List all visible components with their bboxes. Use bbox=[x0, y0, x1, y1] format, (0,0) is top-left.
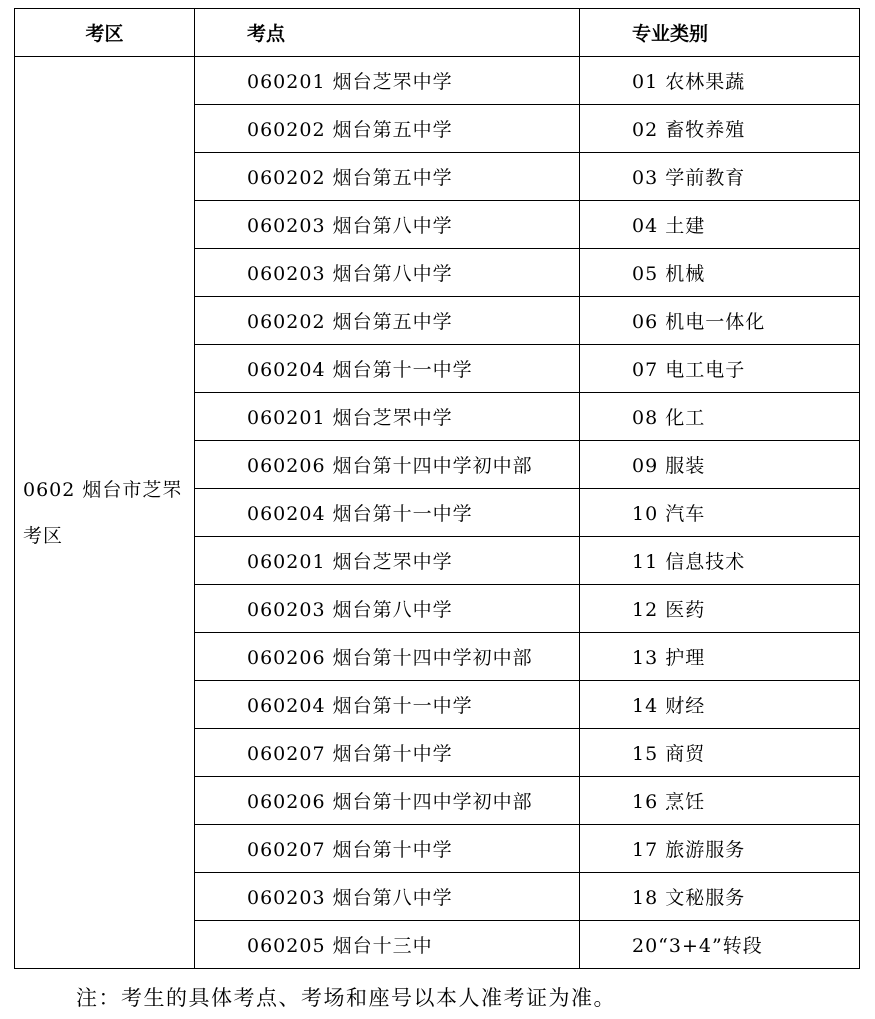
header-major: 专业类别 bbox=[580, 9, 860, 57]
site-cell: 060207 烟台第十中学 bbox=[195, 825, 580, 873]
major-cell: 04 土建 bbox=[580, 201, 860, 249]
site-cell: 060203 烟台第八中学 bbox=[195, 585, 580, 633]
major-cell: 20“3+4”转段 bbox=[580, 921, 860, 969]
site-cell: 060206 烟台第十四中学初中部 bbox=[195, 441, 580, 489]
major-cell: 02 畜牧养殖 bbox=[580, 105, 860, 153]
table-row bbox=[15, 57, 860, 105]
site-cell: 060201 烟台芝罘中学 bbox=[195, 57, 580, 105]
major-cell: 10 汽车 bbox=[580, 489, 860, 537]
exam-site-table bbox=[14, 8, 860, 969]
major-cell: 14 财经 bbox=[580, 681, 860, 729]
header-site: 考点 bbox=[195, 9, 580, 57]
major-cell: 03 学前教育 bbox=[580, 153, 860, 201]
district-cell: 0602 烟台市芝罘考区 bbox=[15, 57, 195, 969]
major-cell: 01 农林果蔬 bbox=[580, 57, 860, 105]
table-body bbox=[15, 57, 860, 969]
major-cell: 15 商贸 bbox=[580, 729, 860, 777]
footnote: 注：考生的具体考点、考场和座号以本人准考证为准。 bbox=[76, 986, 616, 1010]
site-cell: 060203 烟台第八中学 bbox=[195, 249, 580, 297]
major-cell: 07 电工电子 bbox=[580, 345, 860, 393]
site-cell: 060206 烟台第十四中学初中部 bbox=[195, 633, 580, 681]
site-cell: 060206 烟台第十四中学初中部 bbox=[195, 777, 580, 825]
site-cell: 060204 烟台第十一中学 bbox=[195, 489, 580, 537]
header-district: 考区 bbox=[15, 9, 195, 57]
major-cell: 18 文秘服务 bbox=[580, 873, 860, 921]
major-cell: 11 信息技术 bbox=[580, 537, 860, 585]
site-cell: 060201 烟台芝罘中学 bbox=[195, 393, 580, 441]
major-cell: 17 旅游服务 bbox=[580, 825, 860, 873]
major-cell: 16 烹饪 bbox=[580, 777, 860, 825]
major-cell: 13 护理 bbox=[580, 633, 860, 681]
site-cell: 060205 烟台十三中 bbox=[195, 921, 580, 969]
site-cell: 060202 烟台第五中学 bbox=[195, 297, 580, 345]
site-cell: 060201 烟台芝罘中学 bbox=[195, 537, 580, 585]
major-cell: 08 化工 bbox=[580, 393, 860, 441]
table-header-row bbox=[15, 9, 860, 57]
site-cell: 060203 烟台第八中学 bbox=[195, 201, 580, 249]
major-cell: 09 服装 bbox=[580, 441, 860, 489]
major-cell: 12 医药 bbox=[580, 585, 860, 633]
site-cell: 060202 烟台第五中学 bbox=[195, 153, 580, 201]
site-cell: 060203 烟台第八中学 bbox=[195, 873, 580, 921]
major-cell: 06 机电一体化 bbox=[580, 297, 860, 345]
site-cell: 060207 烟台第十中学 bbox=[195, 729, 580, 777]
major-cell: 05 机械 bbox=[580, 249, 860, 297]
site-cell: 060202 烟台第五中学 bbox=[195, 105, 580, 153]
site-cell: 060204 烟台第十一中学 bbox=[195, 681, 580, 729]
site-cell: 060204 烟台第十一中学 bbox=[195, 345, 580, 393]
